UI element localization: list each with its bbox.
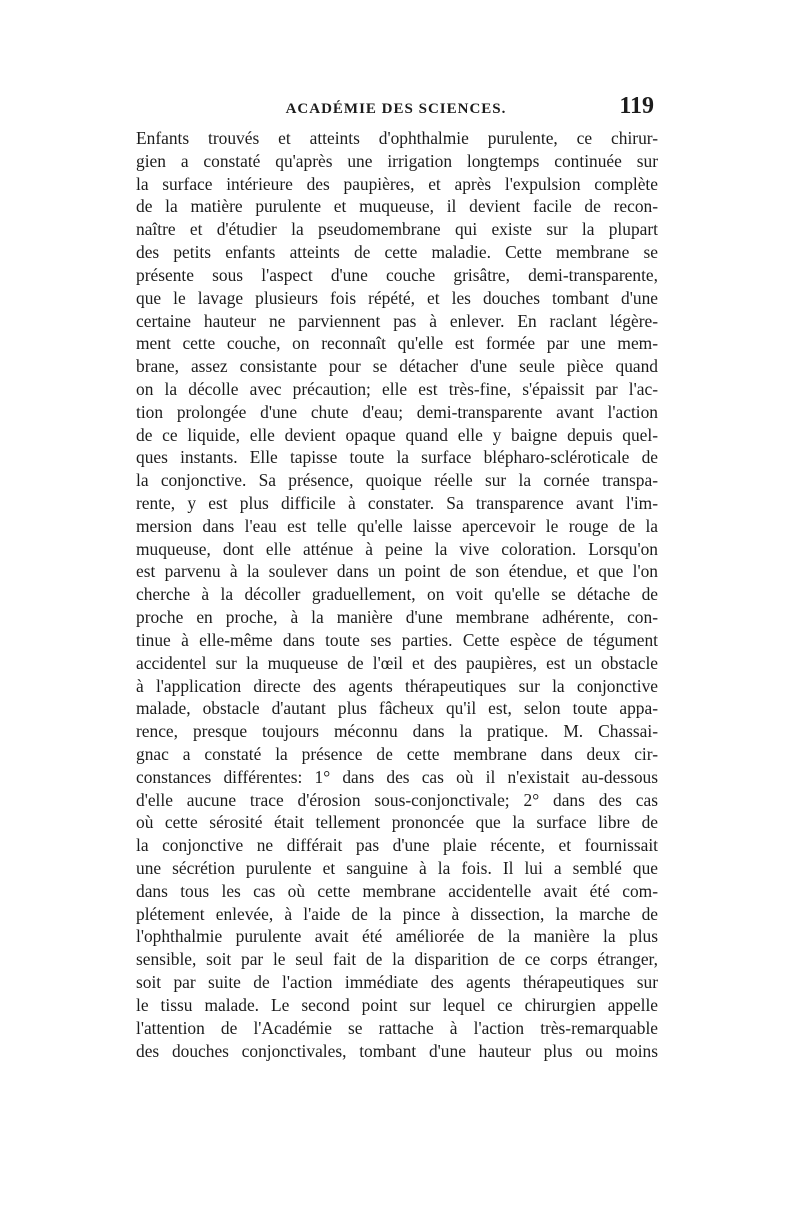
text-line: où cette sérosité était tellement prononcée que la surface libre de [136, 812, 658, 833]
text-line: mersion dans l'eau est telle qu'elle laisse apercevoir le rouge de la [136, 515, 658, 536]
running-title: ACADÉMIE DES SCIENCES. [285, 101, 507, 117]
text-line: des douches conjonctivales, tombant d'une hauteur plus ou moins [136, 1040, 658, 1061]
text-line: brane, assez consistante pour se détacher d'une seule pièce quand [136, 356, 658, 377]
text-line: gien a constaté qu'après une irrigation longtemps continuée sur [136, 150, 658, 171]
text-line: tion prolongée d'une chute d'eau; demi-transparente avant l'action [136, 401, 658, 422]
text-line: la conjonctive ne différait pas d'une plaie récente, et fournissait [136, 835, 658, 856]
text-line: des petits enfants atteints de cette maladie. Cette membrane se [136, 242, 658, 263]
text-line: rente, y est plus difficile à constater. Sa transparence avant l'im- [136, 493, 658, 513]
text-line: ques instants. Elle tapisse toute la surface blépharo-scléroticale de [136, 447, 658, 468]
text-line: à l'application directe des agents thérapeutiques sur la conjonctive [136, 675, 658, 696]
text-line: muqueuse, dont elle atténue à peine la vive coloration. Lorsqu'on [136, 538, 658, 559]
text-line: malade, obstacle d'autant plus fâcheux qu'il est, selon toute appa- [136, 698, 658, 719]
text-line: le tissu malade. Le second point sur lequel ce chirurgien appelle [136, 994, 658, 1015]
text-line: de la matière purulente et muqueuse, il devient facile de recon- [136, 196, 658, 217]
text-line: présente sous l'aspect d'une couche grisâtre, demi-transparente, [136, 264, 658, 285]
text-line: Enfants trouvés et atteints d'ophthalmie purulente, ce chirur- [136, 128, 658, 148]
text-line: la conjonctive. Sa présence, quoique réelle sur la cornée transpa- [136, 470, 658, 491]
text-line: l'attention de l'Académie se rattache à l'action très-remarquable [136, 1017, 658, 1038]
text-line: naître et d'étudier la pseudomembrane qui existe sur la plupart [136, 219, 658, 240]
text-line: que le lavage plusieurs fois répété, et les douches tombant d'une [136, 287, 658, 308]
text-line: rence, presque toujours méconnu dans la pratique. M. Chassai- [136, 721, 658, 742]
text-line: de ce liquide, elle devient opaque quand elle y baigne depuis quel- [136, 424, 658, 445]
text-line: l'ophthalmie purulente avait été améliorée de la manière la plus [136, 926, 658, 947]
text-line: sensible, soit par le seul fait de la disparition de ce corps étranger, [136, 949, 658, 970]
text-line: d'elle aucune trace d'érosion sous-conjonctivale; 2° dans des cas [136, 789, 658, 810]
text-line: gnac a constaté la présence de cette membrane dans deux cir- [136, 743, 658, 764]
running-header [134, 93, 658, 123]
text-line: constances différentes: 1° dans des cas où il n'existait au-dessous [136, 766, 658, 787]
text-line: plétement enlevée, à l'aide de la pince à dissection, la marche de [136, 903, 658, 924]
text-line: la surface intérieure des paupières, et après l'expulsion complète [136, 173, 658, 194]
text-line: proche en proche, à la manière d'une membrane adhérente, con- [136, 607, 658, 628]
text-line: cherche à la décoller graduellement, on voit qu'elle se détache de [136, 584, 658, 605]
text-line: dans tous les cas où cette membrane accidentelle avait été com- [136, 880, 658, 901]
text-line: certaine hauteur ne parviennent pas à enlever. En raclant légère- [136, 310, 658, 331]
text-line: tinue à elle-même dans toute ses parties. Cette espèce de tégument [136, 629, 658, 650]
text-line: est parvenu à la soulever dans un point de son étendue, et que l'on [136, 561, 658, 582]
text-line: soit par suite de l'action immédiate des agents thérapeutiques sur [136, 972, 658, 993]
text-line: une sécrétion purulente et sanguine à la fois. Il lui a semblé que [136, 858, 658, 878]
body-paragraph [136, 127, 658, 1062]
text-line: accidentel sur la muqueuse de l'œil et des paupières, est un obstacle [136, 652, 658, 673]
page-number: 119 [619, 93, 654, 119]
text-line: on la décolle avec précaution; elle est très-fine, s'épaissit par l'ac- [136, 378, 658, 399]
text-line: ment cette couche, on reconnaît qu'elle est formée par une mem- [136, 333, 658, 354]
